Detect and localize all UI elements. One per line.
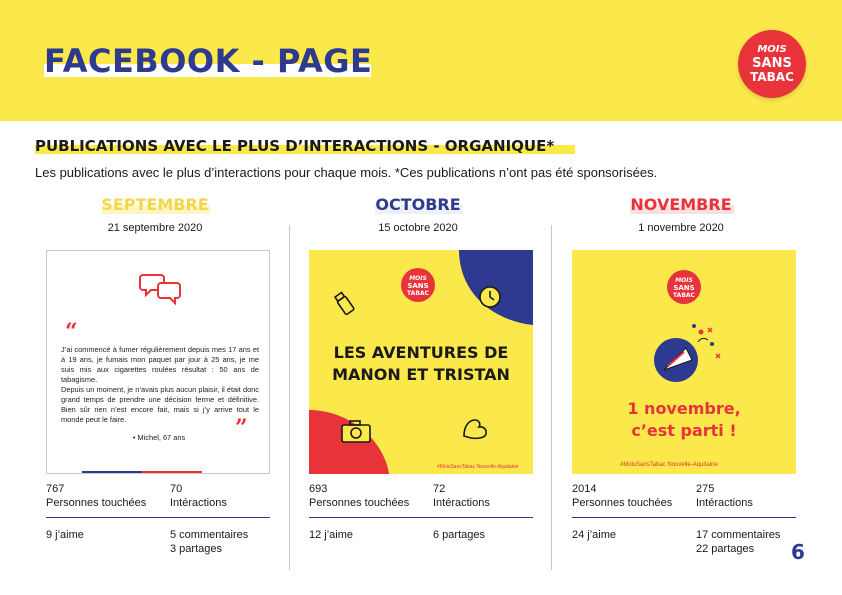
reach-label: Personnes touchées [46, 497, 147, 509]
interactions-label: Intéractions [170, 497, 227, 509]
decorative-bar [142, 471, 202, 474]
stats-divider [309, 517, 533, 518]
shares-count: 3 partages [170, 543, 222, 555]
shares-count: 22 partages [696, 543, 755, 555]
logo-line-mois: MOIS [757, 44, 787, 55]
month-title: OCTOBRE [375, 195, 461, 214]
mini-logo-mois: MOIS [675, 277, 693, 284]
clock-icon [475, 282, 505, 312]
comments-count: 5 commentaires [170, 529, 249, 541]
section-title: PUBLICATIONS AVEC LE PLUS D’INTERACTIONS - ORGANIQUE* [35, 137, 555, 155]
logo-line-sans: SANS [752, 56, 792, 71]
mini-logo [667, 270, 701, 304]
close-quote-icon: ” [235, 415, 248, 441]
mois-sans-tabac-logo [738, 30, 806, 98]
likes-count: 24 j’aime [572, 529, 617, 541]
post-headline: 1 novembre, c’est parti ! [627, 399, 741, 441]
mini-logo-sans: SANS [673, 284, 695, 292]
likes-count: 12 j’aime [309, 529, 354, 541]
post-headline: LES AVENTURES DE MANON ET TRISTAN [332, 343, 510, 385]
post-date: 15 octobre 2020 [378, 222, 458, 234]
open-quote-icon: “ [65, 319, 78, 345]
post-hashtag: #MoisSansTabac Nouvelle-Aquitaine [437, 464, 519, 470]
reach-label: Personnes touchées [309, 497, 410, 509]
interactions-value: 72 [433, 483, 446, 495]
mini-logo-tabac: TABAC [407, 290, 429, 297]
reach-value: 2014 [572, 483, 597, 495]
interactions-label: Intéractions [696, 497, 753, 509]
column-divider [289, 225, 290, 570]
page-number: 6 [791, 540, 805, 564]
logo-line-tabac: TABAC [750, 70, 794, 84]
mini-logo-sans: SANS [407, 282, 429, 290]
testimonial-text: J’ai commencé à fumer régulièrement depuis mes 17 ans et à 19 ans, je fumais mon paquet par jour à 25 ans, je me suis mis aux cigarettes roulées résultat : 50 ans de tabagisme. Depuis un moment, je n’avais plus aucun plaisir, il était donc grand temps de prendre une décision ferme et définitive. Bien sûr rien n’est encore fait, mais si j’y arrive tout le monde peut le faire. [61, 345, 259, 424]
post-date: 21 septembre 2020 [107, 222, 203, 234]
column-divider [551, 225, 552, 570]
post-image-launch [572, 250, 796, 474]
speech-bubbles-icon [139, 271, 183, 305]
shares-count: 6 partages [433, 529, 485, 541]
month-title: NOVEMBRE [630, 195, 732, 214]
post-date: 1 novembre 2020 [638, 222, 724, 234]
stats-divider [572, 517, 796, 518]
month-title: SEPTEMBRE [101, 195, 209, 214]
post-image-testimonial [46, 250, 270, 474]
lighter-icon [329, 288, 359, 318]
camera-icon [339, 418, 373, 444]
interactions-value: 70 [170, 483, 183, 495]
decorative-bar [82, 471, 142, 474]
mini-logo-mois: MOIS [409, 275, 427, 282]
mini-logo [401, 268, 435, 302]
party-popper-icon [646, 320, 726, 390]
comments-count: 17 commentaires [696, 529, 781, 541]
dumbbell-arm-icon [459, 412, 491, 442]
interactions-label: Intéractions [433, 497, 490, 509]
reach-value: 767 [46, 483, 65, 495]
section-subtitle: Les publications avec le plus d’interactions pour chaque mois. *Ces publications n’ont pas été sponsorisées. [35, 165, 658, 180]
reach-label: Personnes touchées [572, 497, 673, 509]
interactions-value: 275 [696, 483, 715, 495]
likes-count: 9 j’aime [46, 529, 84, 541]
reach-value: 693 [309, 483, 328, 495]
testimonial-author: • Michel, 67 ans [132, 433, 186, 442]
post-hashtag: #MoisSansTabac Nouvelle-Aquitaine [620, 462, 718, 468]
stats-divider [46, 517, 270, 518]
page-title: FACEBOOK - PAGE [44, 42, 373, 80]
mini-logo-tabac: TABAC [673, 292, 695, 299]
post-image-adventures [309, 250, 533, 474]
